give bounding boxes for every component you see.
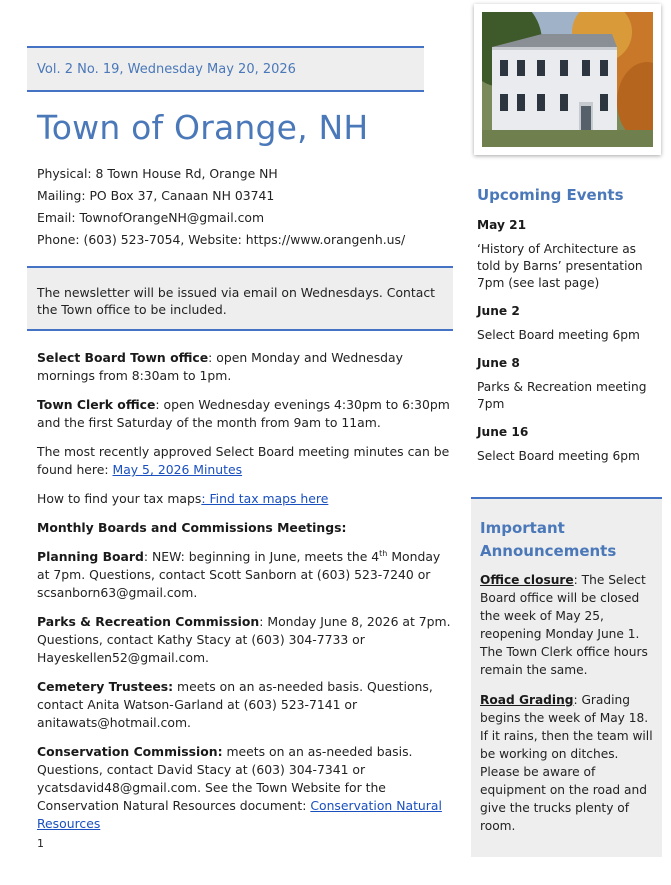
clerk-text: : open Wednesday evenings 4:30pm to 6:30pm and the first Saturday of the month from 9am to 11am.	[37, 397, 450, 430]
parks-paragraph	[37, 613, 453, 667]
notice-text: The newsletter will be issued via email on Wednesdays. Contact the Town office to be included.	[27, 268, 453, 329]
volume-banner	[27, 46, 424, 92]
conservation-text: meets on an as-needed basis. Questions, contact David Stacy at (603) 304-7341 or ycatsdavid48@gmail.com. See the Town Website for the Conservation Natural Resources document:	[37, 744, 413, 813]
clerk-label: Town Clerk office	[37, 397, 156, 412]
event-date: June 2	[477, 304, 520, 318]
page-title: Town of Orange, NH	[37, 108, 369, 147]
taxmaps-paragraph	[37, 490, 453, 508]
event-description: Select Board meeting 6pm	[477, 449, 640, 463]
cemetery-paragraph	[37, 678, 453, 732]
monthly-heading-text: Monthly Boards and Commissions Meetings:	[37, 520, 347, 535]
conservation-link[interactable]: Conservation Natural Resources	[37, 798, 442, 831]
event-date: June 8	[477, 356, 520, 370]
closure-label: Office closure	[480, 573, 574, 587]
select-board-paragraph	[37, 349, 453, 385]
event-date: May 21	[477, 218, 527, 232]
closure-text: : The Select Board office will be closed the week of May 25, reopening Monday June 1. The Town Clerk office hours remain the same.	[480, 573, 648, 677]
upcoming-events	[477, 186, 657, 477]
town-house-image	[482, 12, 653, 147]
town-hall-photo	[474, 4, 661, 155]
grading-text: : Grading begins the week of May 18. If it rains, then the team will be working on ditches. Please be aware of equipment on the road and give the trucks plenty of room.	[480, 693, 653, 833]
grading-label: Road Grading	[480, 693, 574, 707]
select-board-label: Select Board Town office	[37, 350, 209, 365]
clerk-paragraph	[37, 396, 453, 432]
taxmaps-text: How to find your tax maps	[37, 491, 202, 506]
planning-paragraph	[37, 548, 453, 602]
divider	[27, 90, 424, 92]
cemetery-text: meets on an as-needed basis. Questions, contact Anita Watson-Garland at (603) 523-7141 or anitawats@hotmail.com.	[37, 679, 433, 730]
event-description: Select Board meeting 6pm	[477, 328, 640, 342]
monthly-heading	[37, 519, 453, 537]
phone-website-line: Phone: (603) 523-7054, Website: https://www.orangenh.us/	[37, 232, 406, 247]
parks-label: Parks & Recreation Commission	[37, 614, 260, 629]
event-date: June 16	[477, 425, 529, 439]
email-line: Email: TownofOrangeNH@gmail.com	[37, 210, 265, 225]
planning-text-cont: Monday at 7pm. Questions, contact Scott Sanborn at (603) 523-7240 or scsanborn63@gmail.com.	[37, 549, 441, 600]
minutes-text: The most recently approved Select Board meeting minutes can be found here:	[37, 444, 450, 477]
divider	[27, 329, 453, 331]
minutes-paragraph	[37, 443, 453, 479]
conservation-label: Conservation Commission:	[37, 744, 223, 759]
event-description: Parks & Recreation meeting 7pm	[477, 380, 647, 411]
page-number: 1	[37, 837, 44, 850]
cemetery-label: Cemetery Trustees:	[37, 679, 174, 694]
important-announcements	[471, 497, 662, 857]
conservation-paragraph	[37, 743, 453, 833]
parks-text: : Monday June 8, 2026 at 7pm. Questions, contact Kathy Stacy at (603) 304-7733 or Hayeskellen52@gmail.com.	[37, 614, 451, 665]
events-heading: Upcoming Events	[477, 186, 624, 204]
minutes-link[interactable]: May 5, 2026 Minutes	[112, 462, 243, 477]
office-closure-announcement	[480, 571, 654, 679]
taxmaps-link[interactable]: : Find tax maps here	[201, 491, 329, 506]
planning-text: : NEW: beginning in June, meets the 4	[143, 549, 380, 564]
road-grading-announcement	[480, 691, 654, 835]
select-board-text: : open Monday and Wednesday mornings from 8:30am to 1pm.	[37, 350, 403, 383]
event-description: ‘History of Architecture as told by Barns’ presentation 7pm (see last page)	[477, 242, 643, 290]
volume-line: Vol. 2 No. 19, Wednesday May 20, 2026	[37, 61, 296, 77]
article-body	[37, 349, 453, 844]
planning-label: Planning Board	[37, 549, 144, 564]
contact-info	[37, 163, 405, 251]
physical-address: Physical: 8 Town House Rd, Orange NH	[37, 166, 278, 181]
newsletter-notice	[27, 266, 453, 331]
announcements-heading: Important Announcements	[480, 519, 617, 560]
mailing-address: Mailing: PO Box 37, Canaan NH 03741	[37, 188, 275, 203]
ordinal-suffix: th	[379, 548, 388, 558]
